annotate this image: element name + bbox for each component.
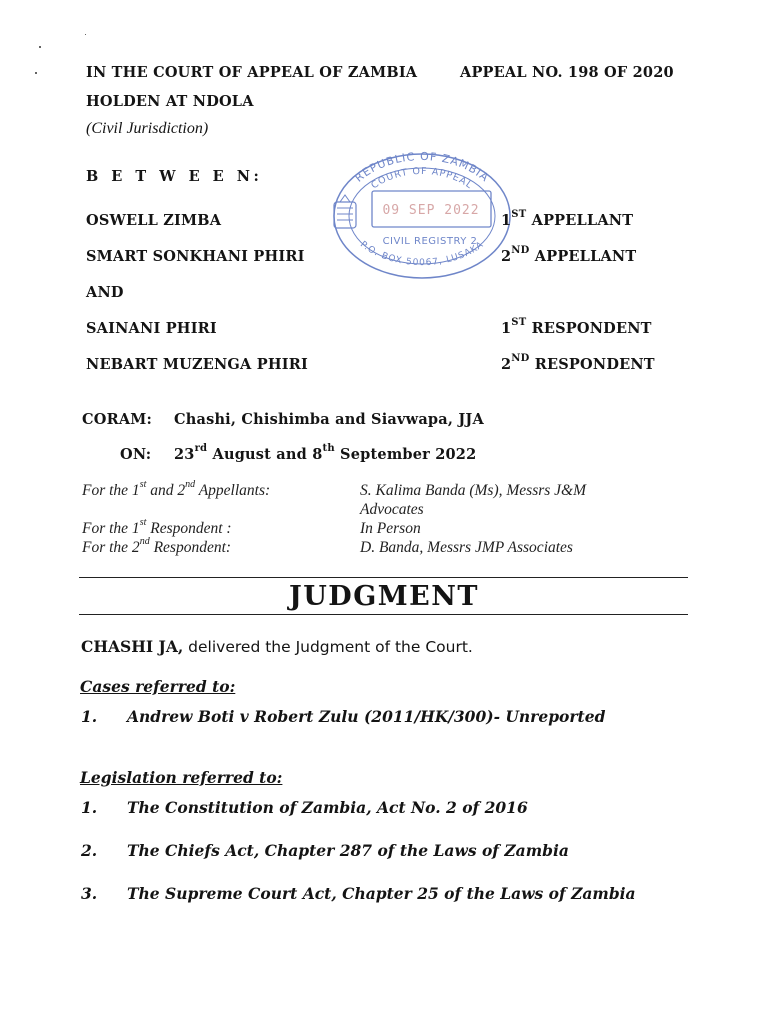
stamp-arc-top: REPUBLIC OF ZAMBIA [352,149,492,185]
counsel-appellants-label: For the 1st and 2nd Appellants: [82,479,271,499]
appellant-2-name: SMART SONKHANI PHIRI [86,248,305,265]
delivered-line: CHASHI JA, delivered the Judgment of the Court. [81,637,473,656]
counsel-appellants-value-1: S. Kalima Banda (Ms), Messrs J&M [360,482,587,499]
legislation-item-1-number: 1. [81,798,98,817]
cases-heading: Cases referred to: [80,677,236,696]
counsel-appellants-value-2: Advocates [360,501,424,518]
appellant-1-role: 1ST APPELLANT [501,209,634,229]
legislation-heading: Legislation referred to: [80,768,283,787]
coram-label: CORAM: [82,411,153,428]
respondent-1-name: SAINANI PHIRI [86,320,217,337]
legislation-item-1: The Constitution of Zambia, Act No. 2 of 2016 [127,798,528,817]
respondent-1-role: 1ST RESPONDENT [501,317,652,337]
case-item-1-number: 1. [81,707,98,726]
respondent-2-role: 2ND RESPONDENT [501,353,655,373]
court-registry-stamp [320,148,522,282]
legislation-item-2: The Chiefs Act, Chapter 287 of the Laws of Zambia [127,841,569,860]
coram-judges: Chashi, Chishimba and Siavwapa, JJA [174,411,484,428]
divider-top [79,577,688,578]
on-label: ON: [120,446,152,463]
holden-at: HOLDEN AT NDOLA [86,93,254,110]
counsel-respondent-1-label: For the 1st Respondent : [82,517,232,537]
divider-bottom [79,614,688,615]
legislation-item-3-number: 3. [81,884,98,903]
case-item-1: Andrew Boti v Robert Zulu (2011/HK/300)- Unreported [127,707,606,726]
hearing-dates: 23rd August and 8th September 2022 [174,443,477,463]
jurisdiction: (Civil Jurisdiction) [86,120,209,137]
legislation-item-2-number: 2. [81,841,98,860]
between-label: B E T W E E N: [86,168,263,185]
counsel-respondent-2-value: D. Banda, Messrs JMP Associates [360,539,573,556]
scan-speck [85,34,86,35]
stamp-date: 09 SEP 2022 [382,203,480,218]
document-title: JUDGMENT [288,581,480,612]
counsel-respondent-2-label: For the 2nd Respondent: [82,536,232,556]
scan-speck [39,46,41,48]
respondent-2-name: NEBART MUZENGA PHIRI [86,356,308,373]
court-name: IN THE COURT OF APPEAL OF ZAMBIA [86,64,418,81]
and-label: AND [86,284,124,301]
appellant-2-role: 2ND APPELLANT [501,245,637,265]
appellant-1-name: OSWELL ZIMBA [86,212,222,229]
stamp-registry: CIVIL REGISTRY 2 [382,236,478,247]
stamp-arc-inner: COURT OF APPEAL [369,165,475,192]
counsel-respondent-1-value: In Person [360,520,421,537]
stamp-arc-bottom: P.O. BOX 50067, LUSAKA [358,239,486,269]
scan-speck [35,72,37,74]
legislation-item-3: The Supreme Court Act, Chapter 25 of the Laws of Zambia [127,884,636,903]
appeal-number: APPEAL NO. 198 OF 2020 [460,64,674,81]
